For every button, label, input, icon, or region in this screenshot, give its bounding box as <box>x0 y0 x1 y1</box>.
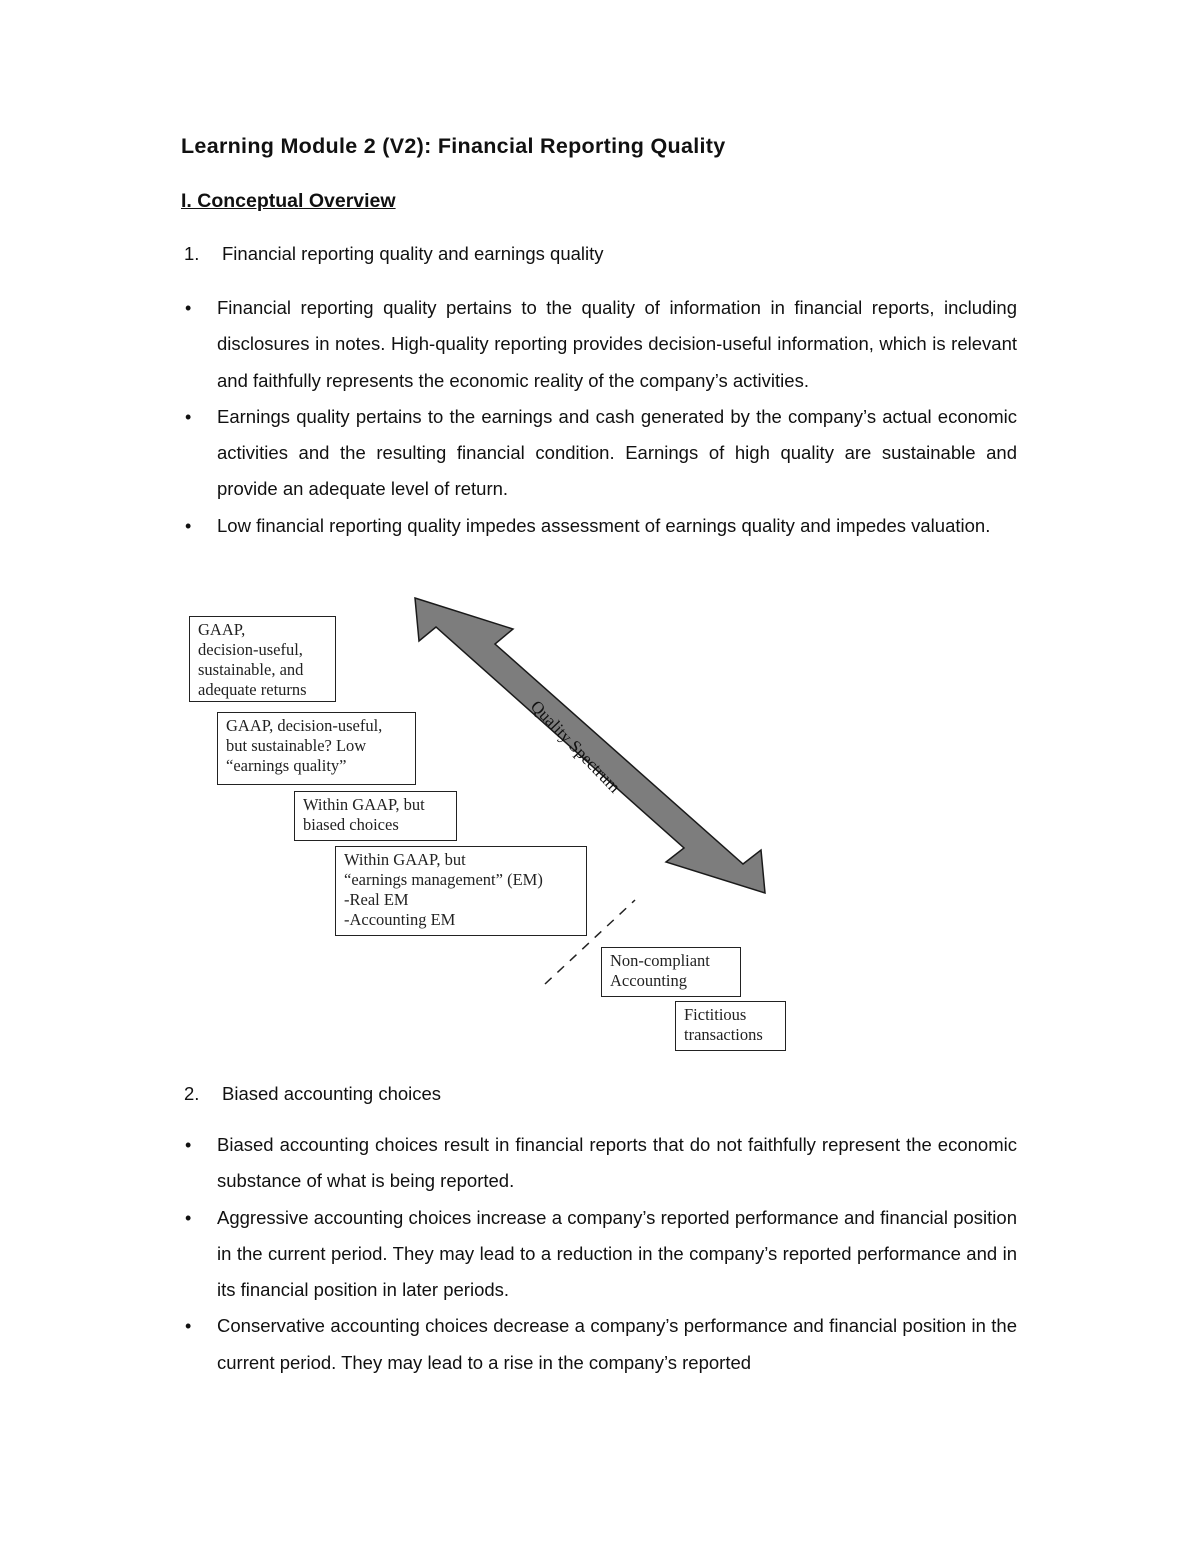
box-line: “earnings quality” <box>226 756 347 775</box>
box-line: -Real EM <box>344 890 409 909</box>
numbered-item-2 <box>184 1083 441 1105</box>
item-number: 2. <box>184 1083 200 1104</box>
box-line: decision-useful, <box>198 640 303 659</box>
section-heading: I. Conceptual Overview <box>181 190 396 212</box>
box-line: GAAP, decision-useful, <box>226 716 383 735</box>
quality-spectrum-label: Quality Spectrum <box>526 696 625 797</box>
box-line: sustainable, and <box>198 660 304 679</box>
box-line: GAAP, <box>198 620 246 639</box>
bullet-item: • Conservative accounting choices decrease a company’s performance and financial position in the current period. They may lead to a rise in the company’s reported <box>217 1308 1017 1381</box>
page-title: Learning Module 2 (V2): Financial Reporting Quality <box>181 134 726 158</box>
spectrum-box-earnings-management <box>335 846 587 936</box>
bullet-item: • Biased accounting choices result in financial reports that do not faithfully represent the economic substance of what is being reported. <box>217 1127 1017 1200</box>
box-line: biased choices <box>303 815 399 834</box>
box-line: -Accounting EM <box>344 910 456 929</box>
box-line: Within GAAP, but <box>344 850 466 869</box>
box-line: adequate returns <box>198 680 307 699</box>
box-line: Non-compliant <box>610 951 710 970</box>
quality-spectrum-diagram <box>180 592 800 1062</box>
spectrum-box-gaap-sustainable <box>189 616 336 702</box>
spectrum-box-non-compliant <box>601 947 741 997</box>
item-text: Biased accounting choices <box>222 1083 442 1104</box>
item-text: Financial reporting quality and earnings quality <box>222 243 604 264</box>
box-line: transactions <box>684 1025 763 1044</box>
box-line: Within GAAP, but <box>303 795 425 814</box>
numbered-item-1 <box>184 243 604 265</box>
bullet-item: • Earnings quality pertains to the earnings and cash generated by the company’s actual economic activities and the resulting financial condition. Earnings of high quality are sustainable and provide an adequate level of return. <box>217 399 1017 508</box>
bullet-item: • Aggressive accounting choices increase a company’s reported performance and financial position in the current period. They may lead to a reduction in the company’s reported performance and in its financial position in later periods. <box>217 1200 1017 1309</box>
item-number: 1. <box>184 243 200 264</box>
spectrum-box-biased-choices <box>294 791 457 841</box>
spectrum-box-fictitious <box>675 1001 786 1051</box>
box-line: Accounting <box>610 971 687 990</box>
box-line: but sustainable? Low <box>226 736 367 755</box>
bullet-item: • Financial reporting quality pertains to the quality of information in financial reports, including disclosures in notes. High-quality reporting provides decision-useful information, which is relevant and faithfully represents the economic reality of the company’s activities. <box>217 290 1017 399</box>
bullet-list-2 <box>217 1127 1017 1381</box>
spectrum-box-low-earnings-quality <box>217 712 416 785</box>
box-line: “earnings management” (EM) <box>344 870 543 889</box>
bullet-list-1 <box>217 290 1017 544</box>
box-line: Fictitious <box>684 1005 747 1024</box>
bullet-item: • Low financial reporting quality impedes assessment of earnings quality and impedes valuation. <box>217 508 1017 544</box>
